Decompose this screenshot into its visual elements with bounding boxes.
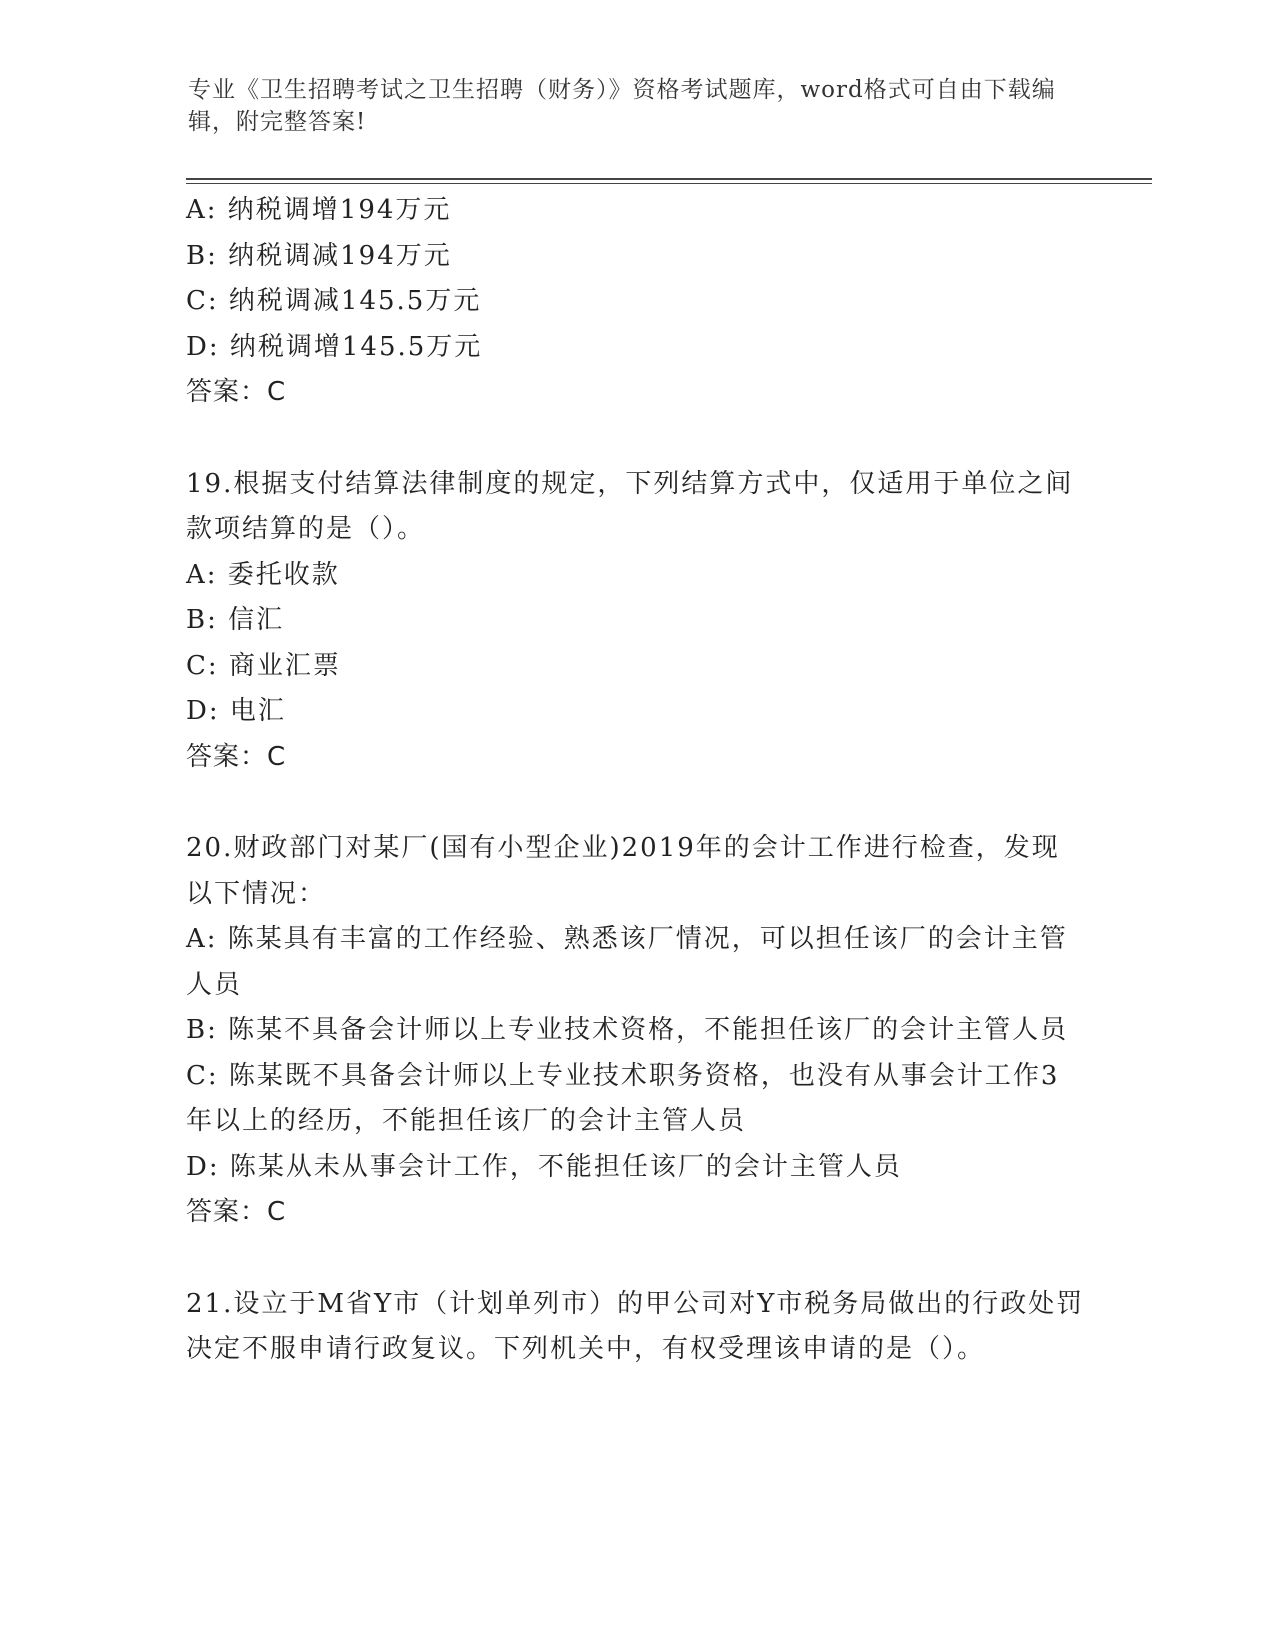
header-rule-thin xyxy=(186,183,1152,184)
question-20 xyxy=(186,826,1086,1236)
question-text: 21.设立于M省Y市（计划单列市）的甲公司对Y市税务局做出的行政处罚决定不服申请行政复议。下列机关中，有权受理该申请的是（）。 xyxy=(186,1288,1085,1364)
question-21 xyxy=(186,1282,1086,1373)
spacer xyxy=(186,780,1086,826)
answer: 答案：C xyxy=(186,741,287,772)
option-a: A: 委托收款 xyxy=(186,559,340,590)
document-header: 专业《卫生招聘考试之卫生招聘（财务）》资格考试题库，word格式可自由下载编辑，附完整答案! xyxy=(188,77,1056,135)
option-d: D: 电汇 xyxy=(186,696,286,726)
option-c: C: 纳税调减145.5万元 xyxy=(186,286,482,316)
answer: 答案：C xyxy=(186,377,287,407)
option-c: C: 陈某既不具备会计师以上专业技术职务资格，也没有从事会计工作3年以上的经历，不能担任该厂的会计主管人员 xyxy=(186,1060,1060,1136)
option-d: D: 陈某从未从事会计工作，不能担任该厂的会计主管人员 xyxy=(186,1151,902,1182)
option-c: C: 商业汇票 xyxy=(186,650,341,681)
option-b: B: 信汇 xyxy=(186,605,285,635)
question-text: 20.财政部门对某厂(国有小型企业)2019年的会计工作进行检查，发现以下情况： xyxy=(186,833,1060,909)
spacer xyxy=(186,416,1086,462)
question-19 xyxy=(186,462,1086,781)
answer: 答案：C xyxy=(186,1197,287,1227)
spacer xyxy=(186,1236,1086,1282)
option-d: D: 纳税调增145.5万元 xyxy=(186,331,483,362)
question-content xyxy=(186,188,1086,1373)
option-a: A: 纳税调增194万元 xyxy=(186,195,452,225)
previous-question xyxy=(186,188,1086,416)
option-b: B: 陈某不具备会计师以上专业技术资格，不能担任该厂的会计主管人员 xyxy=(186,1015,1069,1045)
option-a: A: 陈某具有丰富的工作经验、熟悉该厂情况，可以担任该厂的会计主管人员 xyxy=(186,924,1068,1000)
question-text: 19.根据支付结算法律制度的规定，下列结算方式中，仅适用于单位之间款项结算的是（）。 xyxy=(186,468,1074,544)
option-b: B: 纳税调减194万元 xyxy=(186,240,452,271)
header-rule-thick xyxy=(186,178,1152,180)
